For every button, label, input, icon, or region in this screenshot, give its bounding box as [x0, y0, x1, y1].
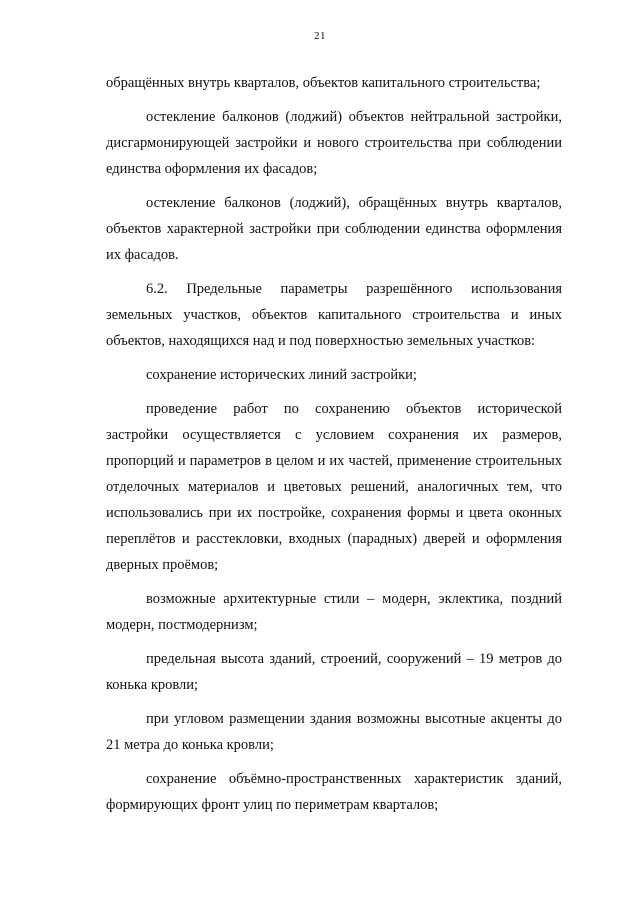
paragraph-section-6-2: 6.2. Предельные параметры разрешённого использования земельных участков, объектов капитального строительства и иных объектов, находящихся над и под поверхностью земельных участков:	[106, 281, 562, 349]
paragraph-historic-building-lines: сохранение исторических линий застройки;	[146, 367, 417, 383]
paragraph-corner-accents: при угловом размещении здания возможны высотные акценты до 21 метра до конька кровли;	[106, 711, 562, 753]
page-number: 21	[314, 30, 326, 42]
paragraph-max-height: предельная высота зданий, строений, сооружений – 19 метров до конька кровли;	[106, 651, 562, 693]
paragraph-volume-spatial: сохранение объёмно-пространственных характеристик зданий, формирующих фронт улиц по периметрам кварталов;	[106, 771, 562, 813]
paragraph-architectural-styles: возможные архитектурные стили – модерн, эклектика, поздний модерн, постмодернизм;	[106, 591, 562, 633]
paragraph-balcony-glazing-neutral: остекление балконов (лоджий) объектов нейтральной застройки, дисгармонирующей застройки и нового строительства при соблюдении единства оформления их фасадов;	[106, 109, 562, 177]
paragraph-balcony-glazing-characteristic: остекление балконов (лоджий), обращённых внутрь кварталов, объектов характерной застройки при соблюдении единства оформления их фасадов.	[106, 195, 562, 263]
document-body	[106, 70, 562, 826]
paragraph-preservation-works: проведение работ по сохранению объектов исторической застройки осуществляется с условием сохранения их размеров, пропорций и параметров в целом и их частей, применение строительных отделочных материалов и цветовых решений, аналогичных тем, что использовались при их постройке, сохранения формы и цвета оконных переплётов и расстекловки, входных (парадных) дверей и оформления дверных проёмов;	[106, 401, 562, 573]
paragraph-continuation: обращённых внутрь кварталов, объектов капитального строительства;	[106, 75, 541, 91]
